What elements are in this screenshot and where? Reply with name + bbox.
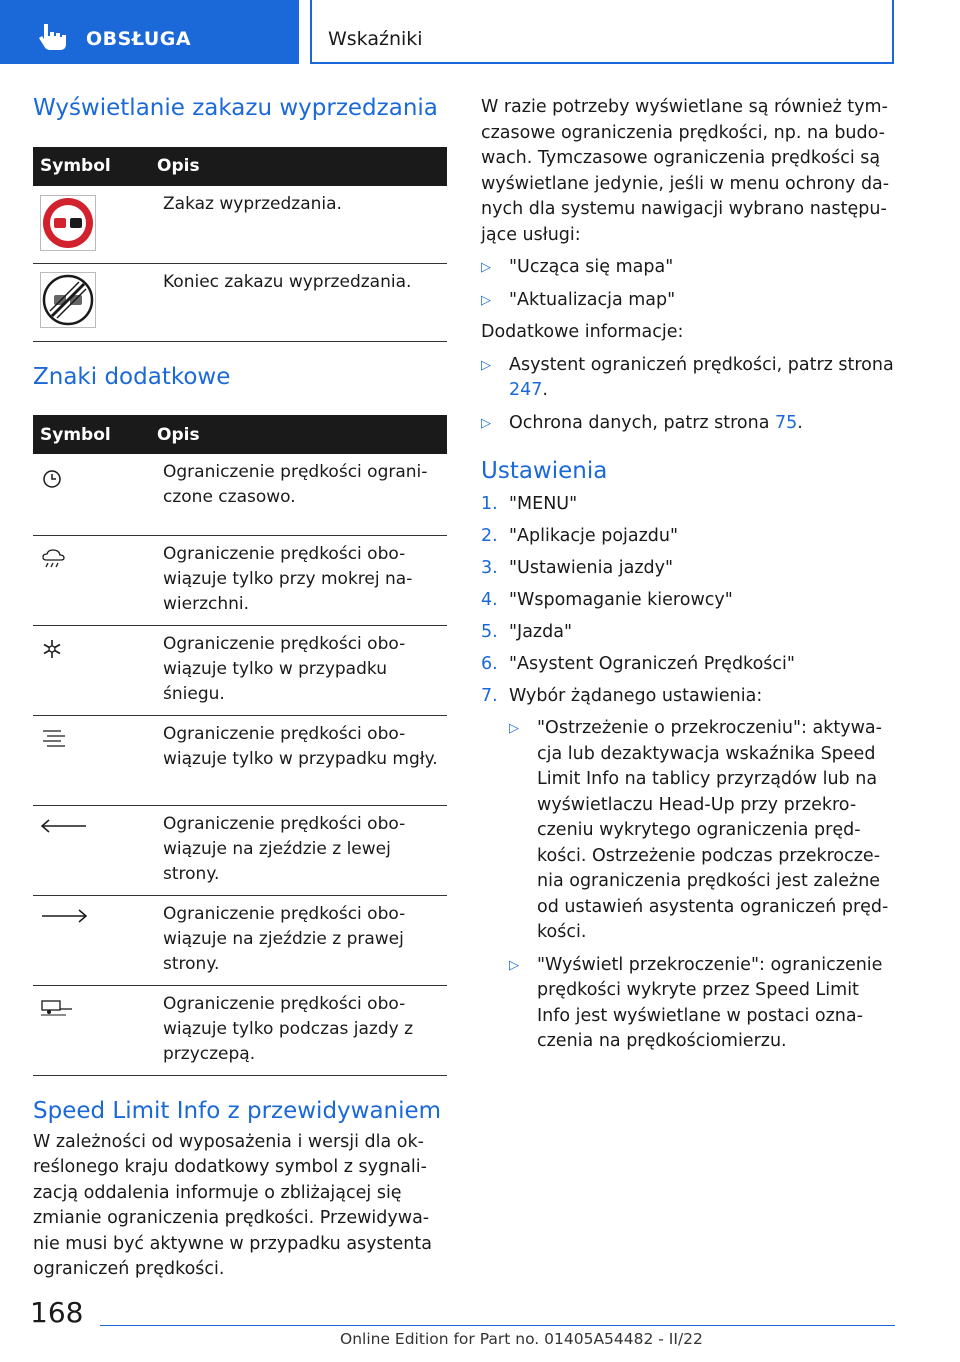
more-info-list [481,353,895,437]
edition-note: Online Edition for Part no. 01405A54482 - II/22 [340,1330,703,1348]
settings-options [509,716,895,1055]
arrow-right-icon [40,908,88,924]
list-item: ▷ "Aktualizacja map" [481,288,895,314]
list-item: ▷ Ochrona danych, patrz strona 75. [481,411,895,437]
step-item: 2. "Aplikacje pojazdu" [481,525,679,546]
list-item: ▷ Asystent ograniczeń prędkości, patrz strona 247. [481,354,894,400]
list-item: ▷ "Ucząca się mapa" [481,255,895,281]
column-symbol: Symbol [40,424,111,445]
triangle-bullet-icon: ▷ [509,957,519,973]
step-item: 7. Wybór żądanego ustawienia: ▷ "Ostrzeżenie o przekroczeniu": aktywa-cja lub dezaktywacja wskaźnika Speed Limit Info na tablicy przyrządów lub na wyświetlaczu Head-Up przy przekro-czeniu wykrytego ograniczenia pręd-kości. Ostrzeżenie podczas przekrocze-nia ograniczenia prędkości jest zależne od ustawień asystenta ograniczeń pręd-kości. ▷ "Wyświetl przekroczenie": ograniczenie prędkości wykryte przez Speed Limit Info jest wyświetlane w postaci ozna-czenia na prędkościomierzu. [481,684,895,1055]
chapter-title: Wskaźniki [328,28,423,50]
overtaking-heading: Wyświetlanie zakazu wyprzedzania [33,95,438,121]
list-item: ▷ "Wyświetl przekroczenie": ograniczenie prędkości wykryte przez Speed Limit Info jest wyświetlane w postaci ozna-czenia na prędkościomierzu. [509,954,883,1052]
table-row [33,264,447,342]
clock-icon [41,468,63,490]
triangle-bullet-icon: ▷ [481,357,491,373]
page-link[interactable]: 247 [509,380,543,400]
section-title: OBSŁUGA [86,28,192,50]
row-description: Ograniczenie prędkości ograni-czone czasowo. [163,462,428,508]
chapter-tab [310,0,894,64]
row-description: Ograniczenie prędkości obo-wiązuje na zjeździe z lewej strony. [163,814,406,885]
more-info-label: Dodatkowe informacje: [481,322,684,342]
step-item: 6. "Asystent Ograniczeń Prędkości" [481,653,795,674]
column-symbol: Symbol [40,156,111,177]
row-description: Ograniczenie prędkości obo-wiązuje tylko w przypadku mgły. [163,724,438,770]
additional-table-header [33,415,447,454]
row-description: Ograniczenie prędkości obo-wiązuje tylko przy mokrej na-wierzchni. [163,544,413,615]
snowflake-icon [41,638,63,660]
no-overtaking-sign-icon [40,195,96,251]
page-link[interactable]: 75 [775,412,798,433]
table-row [33,896,447,986]
overtaking-table-header [33,147,447,186]
table-row [33,454,447,536]
row-description: Ograniczenie prędkości obo-wiązuje tylko w przypadku śniegu. [163,634,406,705]
settings-steps [481,492,895,1055]
triangle-bullet-icon: ▷ [481,415,491,431]
speed-limit-info-heading: Speed Limit Info z przewidywaniem [33,1098,442,1125]
table-row [33,986,447,1076]
left-column [33,95,447,1283]
settings-heading: Ustawienia [481,458,608,484]
additional-signs-heading: Znaki dodatkowe [33,363,231,390]
column-description: Opis [157,156,200,177]
list-item: ▷ "Ostrzeżenie o przekroczeniu": aktywa-cja lub dezaktywacja wskaźnika Speed Limit Info na tablicy przyrządów lub na wyświetlaczu Head-Up przy przekro-czeniu wykrytego ograniczenia pręd-kości. Ostrzeżenie podczas przekrocze-nia ograniczenia prędkości jest zależne od ustawień asystenta ograniczeń pręd-kości. [509,718,889,943]
page-number: 168 [30,1296,84,1329]
step-item: 3. "Ustawienia jazdy" [481,557,674,578]
row-description: Ograniczenie prędkości obo-wiązuje na zjeździe z prawej strony. [163,904,406,975]
table-row [33,536,447,626]
arrow-left-icon [40,818,88,834]
triangle-bullet-icon: ▷ [481,292,491,308]
right-column [481,95,895,1062]
row-description: Koniec zakazu wyprzedzania. [163,271,412,292]
triangle-bullet-icon: ▷ [509,721,519,737]
footer-divider [100,1325,895,1326]
step-item: 4. "Wspomaganie kierowcy" [481,589,733,610]
hand-pointer-icon [36,22,70,52]
trailer-icon [40,998,74,1018]
services-list [481,255,895,313]
section-tab[interactable] [0,0,299,64]
row-description: Ograniczenie prędkości obo-wiązuje tylko podczas jazdy z przyczepą. [163,994,413,1065]
step-item: 5. "Jazda" [481,621,573,642]
step-item: 1. "MENU" [481,493,578,514]
rain-icon [40,548,68,574]
intro-paragraph: W razie potrzeby wyświetlane są również tym-czasowe ograniczenia prędkości, np. na budo-wach. Tymczasowe ograniczenia prędkości są wyświetlane jedynie, jeśli w menu ochrony da-nych dla systemu nawigacji wybrano następu-jące usługi: [481,97,890,245]
table-row [33,716,447,806]
table-row [33,806,447,896]
row-description: Zakaz wyprzedzania. [163,193,342,214]
end-no-overtaking-sign-icon [40,272,96,328]
column-description: Opis [157,424,200,445]
table-row [33,186,447,264]
table-row [33,626,447,716]
triangle-bullet-icon: ▷ [481,260,491,275]
speed-limit-info-body: W zależności od wyposażenia i wersji dla ok-reślonego kraju dodatkowy symbol z sygnali-zacją oddalenia informuje o zbliżającej się zmianie ograniczenia prędkości. Przewidywa-nie musi być aktywne w przypadku asystenta ograniczeń prędkości. [33,1131,432,1280]
fog-icon [39,728,67,752]
